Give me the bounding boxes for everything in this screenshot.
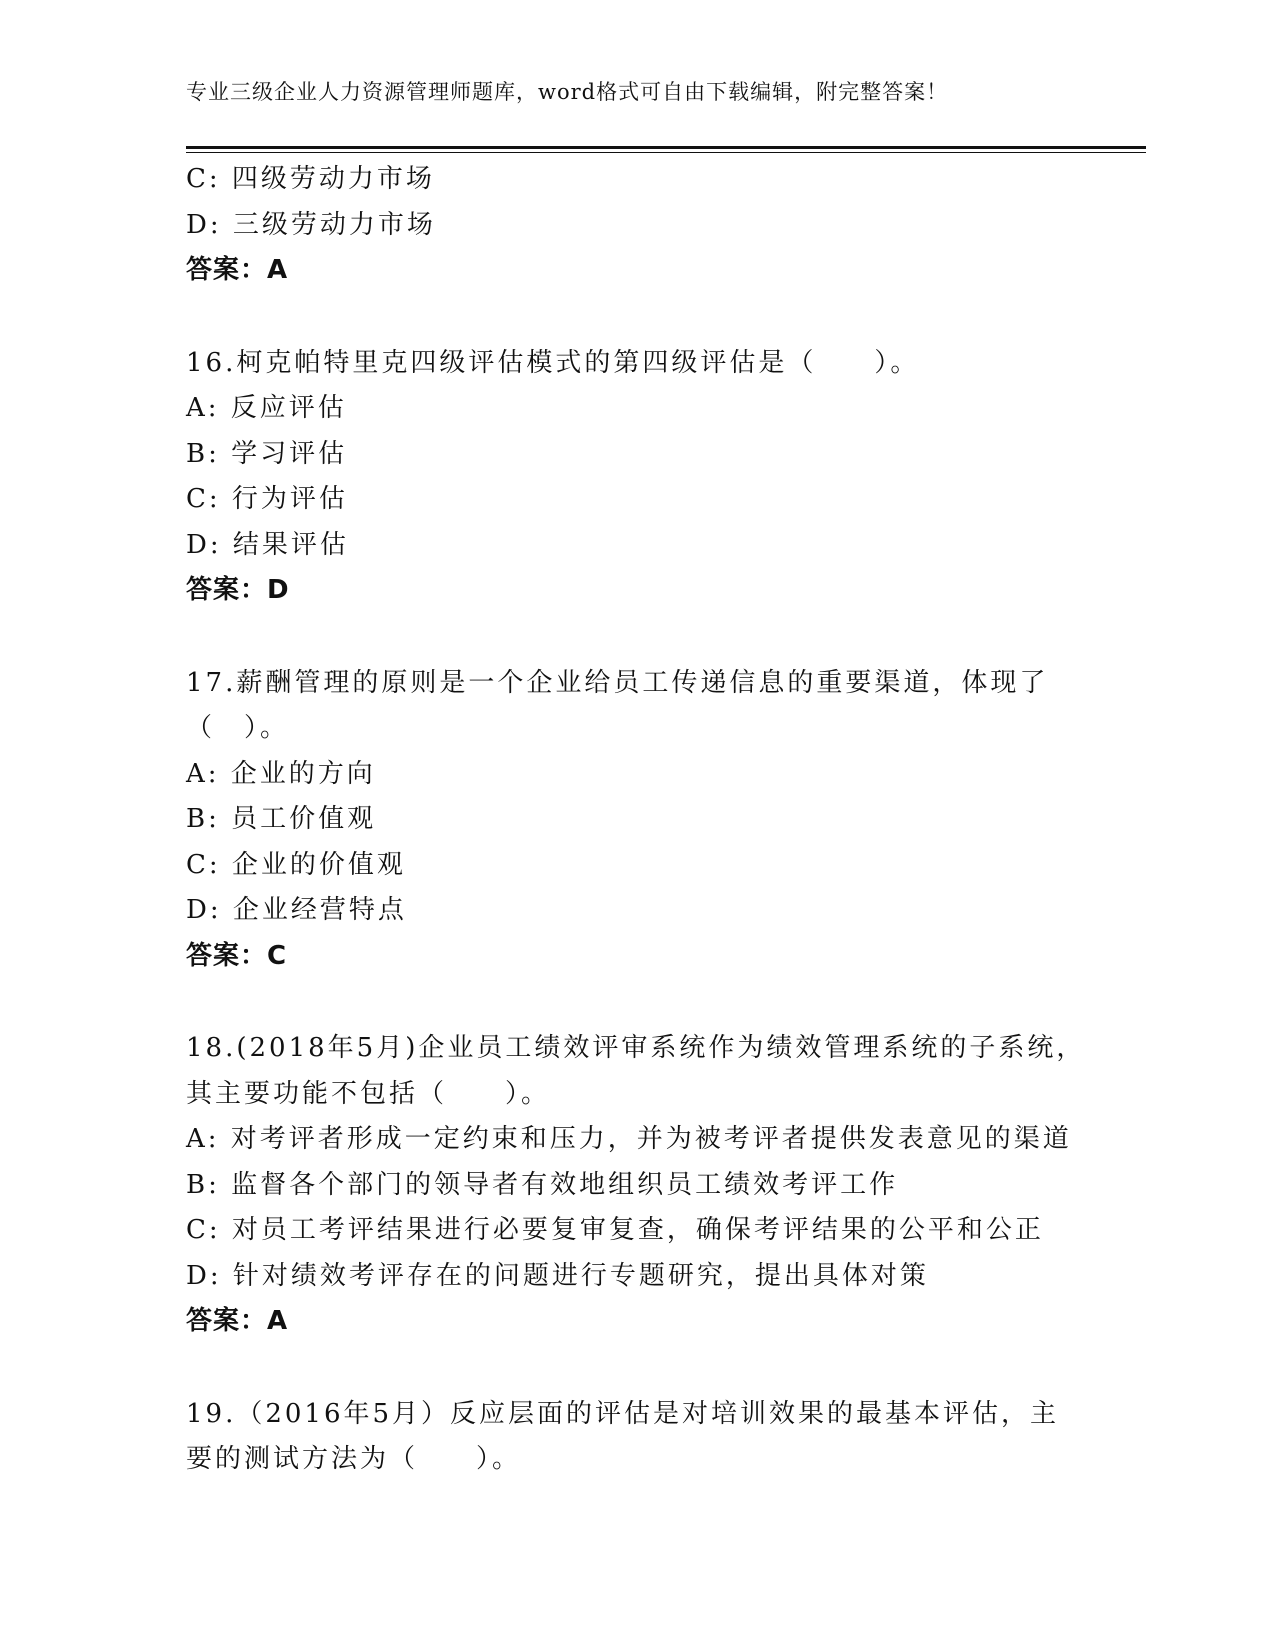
answer: 答案：C <box>186 940 288 971</box>
option-c: C: 企业的价值观 <box>186 849 406 880</box>
option-d: D: 结果评估 <box>186 529 349 560</box>
option-c: C: 对员工考评结果进行必要复审复查，确保考评结果的公平和公正 <box>186 1215 1044 1245</box>
question-content <box>186 157 1086 1483</box>
header-rule-thin <box>186 152 1146 153</box>
question-19-stem: 19.（2016年5月）反应层面的评估是对培训效果的最基本评估，主要的测试方法为（ ）。 <box>186 1398 1060 1474</box>
header-rule-thick <box>186 146 1146 149</box>
option-b: B: 监督各个部门的领导者有效地组织员工绩效考评工作 <box>186 1169 899 1200</box>
option-c: C: 行为评估 <box>186 484 348 514</box>
question-17-stem: 17.薪酬管理的原则是一个企业给员工传递信息的重要渠道，体现了（ ）。 <box>186 667 1049 743</box>
option-c: C: 四级劳动力市场 <box>186 164 435 194</box>
answer: 答案：A <box>186 1306 289 1336</box>
option-d: D: 针对绩效考评存在的问题进行专题研究，提出具体对策 <box>186 1260 929 1291</box>
page-header: 专业三级企业人力资源管理师题库，word格式可自由下载编辑，附完整答案！ <box>186 80 949 104</box>
option-a: A: 反应评估 <box>186 393 347 423</box>
answer: 答案：D <box>186 575 290 605</box>
question-18-stem: 18.(2018年5月)企业员工绩效评审系统作为绩效管理系统的子系统，其主要功能不包括（ ）。 <box>186 1033 1086 1109</box>
question-16-stem: 16.柯克帕特里克四级评估模式的第四级评估是（ ）。 <box>186 347 920 378</box>
option-b: B: 学习评估 <box>186 438 348 469</box>
option-a: A: 对考评者形成一定约束和压力，并为被考评者提供发表意见的渠道 <box>186 1124 1072 1154</box>
answer: 答案：A <box>186 255 289 285</box>
option-b: B: 员工价值观 <box>186 804 377 834</box>
option-a: A: 企业的方向 <box>186 758 376 789</box>
option-d: D: 企业经营特点 <box>186 895 407 925</box>
option-d: D: 三级劳动力市场 <box>186 209 436 240</box>
